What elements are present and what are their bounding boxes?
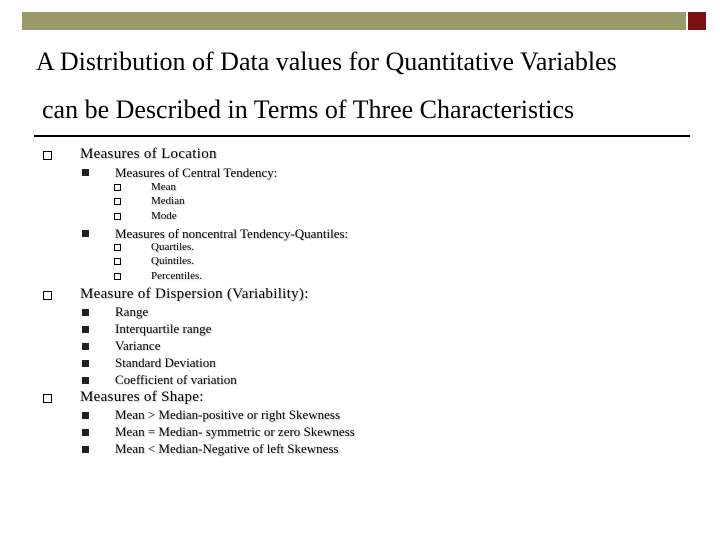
slide-title-line-2: can be Described in Terms of Three Characteristics — [42, 95, 575, 124]
quantile-item-quartiles: Quartiles. — [151, 241, 195, 253]
small-hollow-bullet-icon — [114, 244, 121, 251]
title-divider — [34, 135, 690, 137]
hollow-square-bullet-icon — [43, 394, 52, 403]
top-decorative-bar — [22, 12, 686, 30]
solid-square-bullet-icon — [82, 429, 89, 436]
solid-square-bullet-icon — [82, 446, 89, 453]
solid-square-bullet-icon — [82, 412, 89, 419]
shape-item-positive-skewness: Mean > Median-positive or right Skewness — [115, 407, 341, 422]
hollow-square-bullet-icon — [43, 151, 52, 160]
small-hollow-bullet-icon — [114, 258, 121, 265]
small-hollow-bullet-icon — [114, 213, 121, 220]
solid-square-bullet-icon — [82, 326, 89, 333]
dispersion-item-range: Range — [115, 304, 149, 319]
noncentral-tendency-heading: Measures of noncentral Tendency-Quantiles: — [115, 226, 349, 241]
location-heading: Measures of Location — [80, 146, 217, 162]
dispersion-item-interquartile-range: Interquartile range — [115, 321, 212, 336]
shape-heading: Measures of Shape: — [80, 389, 204, 405]
small-hollow-bullet-icon — [114, 273, 121, 280]
solid-square-bullet-icon — [82, 169, 89, 176]
dispersion-item-variance: Variance — [115, 338, 161, 353]
central-item-median: Median — [151, 195, 185, 207]
dispersion-item-standard-deviation: Standard Deviation — [115, 355, 216, 370]
dispersion-item-coefficient-of-variation: Coefficient of variation — [115, 372, 237, 387]
quantile-item-percentiles: Percentiles. — [151, 270, 203, 282]
solid-square-bullet-icon — [82, 377, 89, 384]
central-tendency-heading: Measures of Central Tendency: — [115, 165, 278, 180]
small-hollow-bullet-icon — [114, 198, 121, 205]
shape-item-zero-skewness: Mean = Median- symmetric or zero Skewness — [115, 424, 355, 439]
solid-square-bullet-icon — [82, 360, 89, 367]
small-hollow-bullet-icon — [114, 184, 121, 191]
solid-square-bullet-icon — [82, 230, 89, 237]
solid-square-bullet-icon — [82, 309, 89, 316]
hollow-square-bullet-icon — [43, 291, 52, 300]
dispersion-heading: Measure of Dispersion (Variability): — [80, 286, 309, 302]
slide-title-line-1: A Distribution of Data values for Quantitative Variables — [36, 47, 617, 76]
central-item-mean: Mean — [151, 181, 177, 193]
shape-item-negative-skewness: Mean < Median-Negative of left Skewness — [115, 441, 339, 456]
solid-square-bullet-icon — [82, 343, 89, 350]
central-item-mode: Mode — [151, 210, 177, 222]
quantile-item-quintiles: Quintiles. — [151, 255, 195, 267]
top-decorative-square — [688, 12, 706, 30]
